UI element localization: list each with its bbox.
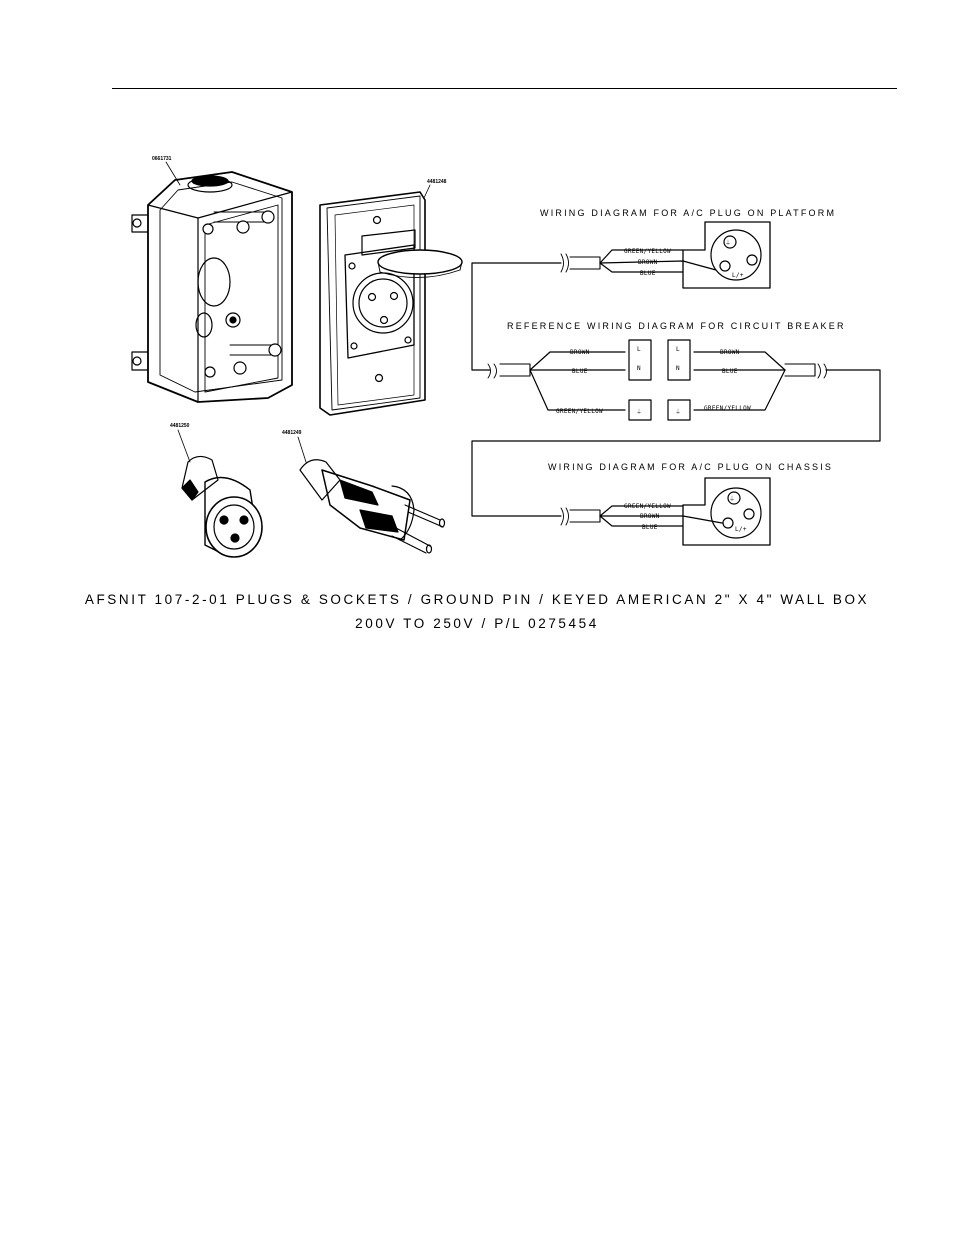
chassis-wire-3: BLUE [642, 524, 658, 531]
breaker-diagram-title: REFERENCE WIRING DIAGRAM FOR CIRCUIT BREAKER [507, 321, 846, 331]
platform-wiring-diagram [472, 208, 836, 370]
breaker-pole-left-neutral: N [637, 365, 641, 372]
female-plug-part-number: 4481250 [170, 423, 190, 429]
chassis-live-terminal: L/+ [735, 526, 747, 533]
platform-wire-1: GREEN/YELLOW [624, 248, 671, 255]
breaker-pole-left-live: L [637, 346, 641, 353]
platform-ground-terminal: ⏚ [725, 240, 732, 247]
chassis-ground-terminal: ⏚ [729, 496, 736, 503]
breaker-right-ground: ⏚ [675, 409, 682, 416]
breaker-left-ground: ⏚ [636, 409, 643, 416]
chassis-wiring-diagram [548, 462, 833, 545]
wall-socket-part-number: 4481248 [427, 179, 447, 185]
chassis-diagram-title: WIRING DIAGRAM FOR A/C PLUG ON CHASSIS [548, 462, 834, 472]
figure-caption-line-1: AFSNIT 107-2-01 PLUGS & SOCKETS / GROUND PIN / KEYED AMERICAN 2" X 4" WALL BOX [84, 592, 870, 607]
breaker-right-wire-3: GREEN/YELLOW [704, 405, 751, 412]
breaker-pole-right-live: L [676, 346, 680, 353]
chassis-wire-2: BROWN [640, 513, 660, 520]
male-plug-part-number: 4481249 [282, 430, 302, 436]
platform-diagram-title: WIRING DIAGRAM FOR A/C PLUG ON PLATFORM [540, 208, 837, 218]
breaker-right-wire-1: BROWN [720, 349, 740, 356]
platform-wire-2: BROWN [638, 259, 658, 266]
platform-wire-3: BLUE [640, 270, 656, 277]
male-plug-illustration [282, 430, 445, 553]
figure-caption-line-2: 200V TO 250V / P/L 0275454 [355, 616, 599, 631]
breaker-wiring-diagram [472, 321, 880, 516]
breaker-pole-right-neutral: N [676, 365, 680, 372]
breaker-left-wire-2: BLUE [572, 368, 588, 375]
wall-box-part-number: 0661731 [152, 156, 172, 162]
breaker-left-wire-3: GREEN/YELLOW [556, 408, 603, 415]
female-plug-illustration [170, 423, 262, 557]
breaker-left-wire-1: BROWN [570, 349, 590, 356]
platform-live-terminal: L/+ [732, 272, 744, 279]
wall-box-illustration [132, 156, 292, 402]
chassis-wire-1: GREEN/YELLOW [624, 503, 671, 510]
breaker-right-wire-2: BLUE [722, 368, 738, 375]
wall-socket-illustration [320, 179, 462, 415]
